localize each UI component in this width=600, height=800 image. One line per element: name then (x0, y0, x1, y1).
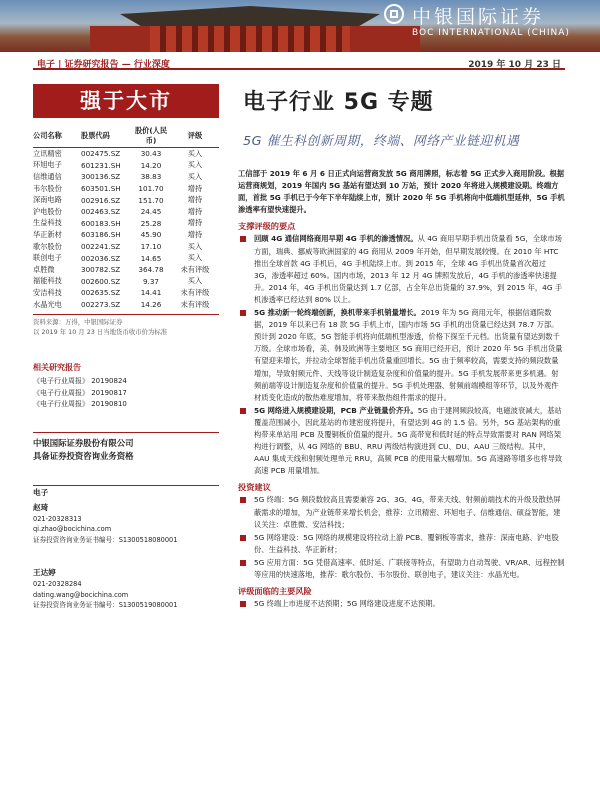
palace-roof (120, 6, 380, 26)
cell-rating: 买入 (187, 276, 203, 286)
analyst-sector: 电子 (33, 488, 49, 497)
note-source: 资料来源：万得，中银国际证券 (33, 318, 123, 327)
analyst-cert: 证券投资咨询业务证书编号：S1300519080001 (33, 601, 178, 610)
bullet-square-icon (240, 601, 246, 607)
cell-code: 601231.SH (81, 160, 121, 170)
bullet-square-icon (240, 535, 246, 541)
cell-rating: 买入 (187, 253, 203, 263)
cell-company: 福能科技 (33, 276, 62, 286)
cell-company: 环旭电子 (33, 160, 62, 170)
point-item (238, 307, 565, 404)
table-row (33, 252, 219, 264)
cell-company: 深南电路 (33, 195, 62, 205)
boc-logo-icon (384, 4, 404, 24)
table-row (33, 264, 219, 276)
bullet-square-icon (240, 236, 246, 242)
point-text: 5G 由于建网频段较高，电磁波衰减大，基站覆盖范围减小，因此基站的布建密度将提升，有望达到 4G 的 1.5 倍。另外，5G 基站架构的重构带来单站用 PCB 及覆铜板价值量的提升。5G 高带宽和低时延的特点导致需要对 RAN 网络架构进行调整，从 4G 网络的 BBU、RRU 两级结构演进到 CU、DU、AAU 三级结构。其中，AAU 集成天线和射频处理单元 RRU，高频 PCB 的使用量大幅增加。5G 高速路等增多也将导致高速 PCB 用量增加。 (254, 405, 563, 476)
analyst-email[interactable]: dating.wang@bocichina.com (33, 590, 129, 599)
cell-rating: 买入 (187, 148, 203, 158)
table-row (33, 160, 219, 172)
cell-code: 002463.SZ (81, 207, 121, 217)
cell-price: 151.70 (138, 195, 164, 205)
section-heading-risk: 评级面临的主要风险 (238, 586, 312, 597)
cell-code: 002916.SZ (81, 195, 121, 205)
cell-rating: 增持 (187, 229, 203, 239)
point-lead: 回顾 4G 通信网络商用早期 4G 手机的渗透情况。 (254, 234, 418, 244)
related-item[interactable]: 《电子行业周报》 20190824 (33, 377, 127, 385)
cell-rating: 买入 (187, 160, 203, 170)
cell-code: 600183.SH (81, 218, 121, 228)
cell-rating: 增持 (187, 218, 203, 228)
analyst-phone: 021-20328284 (33, 579, 82, 588)
cell-company: 华正新材 (33, 229, 62, 239)
col-code: 股票代码 (81, 130, 110, 140)
cell-price: 14.26 (140, 300, 162, 310)
palace-columns (150, 26, 350, 52)
section-heading-points: 支撑评级的要点 (238, 221, 296, 232)
table-row (33, 194, 219, 206)
cell-code: 002241.SZ (81, 242, 121, 252)
cell-price: 101.70 (138, 184, 164, 194)
cell-company: 信维通信 (33, 171, 62, 181)
cell-code: 002273.SZ (81, 300, 121, 310)
report-title: 电子行业 5G 专题 (243, 90, 434, 115)
cell-price: 14.20 (140, 160, 162, 170)
related-list (33, 376, 219, 411)
header-banner (0, 0, 600, 52)
table-row (33, 241, 219, 253)
related-item[interactable]: 《电子行业周报》 20190810 (33, 400, 127, 408)
table-row (33, 183, 219, 195)
stock-table-body (33, 148, 219, 310)
point-lead: 5G 网络进入规模建设期，PCB 产业链量价齐升。 (254, 405, 418, 415)
cell-company: 安洁科技 (33, 287, 62, 297)
cell-company: 立讯精密 (33, 148, 62, 158)
cell-rating: 增持 (187, 206, 203, 216)
risk-item (238, 598, 565, 610)
cell-price: 38.83 (140, 172, 162, 182)
cell-company: 水晶光电 (33, 299, 62, 309)
analyst-info (33, 485, 219, 611)
logo-text-cn: 中银国际证券 (412, 6, 545, 28)
table-row (33, 276, 219, 288)
company-logo (384, 2, 598, 50)
bullet-square-icon (240, 560, 246, 566)
point-item (238, 405, 565, 478)
cell-price: 14.41 (140, 288, 162, 298)
suggest-text: 5G 应用方面：5G 凭借高速率、低时延、广联接等特点，有望助力自动驾驶、VR/AR、远程控制等应用的快速落地，推荐：歌尔股份、韦尔股份、联创电子，建议关注：水晶光电。 (254, 557, 565, 579)
cell-price: 364.78 (138, 265, 164, 275)
logo-text-en: BOC INTERNATIONAL (CHINA) (412, 28, 570, 38)
suggest-item (238, 532, 565, 556)
cell-code: 002475.SZ (81, 149, 121, 159)
cell-rating: 未有评级 (180, 264, 210, 274)
firm-name: 中银国际证券股份有限公司 (33, 438, 134, 448)
cell-company: 歌尔股份 (33, 241, 62, 251)
cell-company: 生益科技 (33, 218, 62, 228)
analyst-cert: 证券投资咨询业务证书编号：S1300518080001 (33, 536, 178, 545)
cell-company: 联创电子 (33, 253, 62, 263)
cell-price: 30.43 (140, 149, 162, 159)
cell-code: 603186.SH (81, 230, 121, 240)
firm-info (33, 432, 219, 462)
cell-price: 9.37 (142, 276, 159, 286)
col-rating: 评级 (187, 130, 203, 140)
report-category: 电子 | 证券研究报告 — 行业深度 (37, 60, 170, 70)
risk-text: 5G 终端上市进度不达预期；5G 网络建设进度不达预期。 (254, 599, 440, 609)
point-text: 2019 年为 5G 商用元年，根据信通院数据，2019 年以来已有 18 款 5G 手机上市，国内市场 5G 手机的出货量已经达到 78.7 万部。预计到 2020 年底，5G 智能手机将向低端机型渗透，价格下探至千元档。出货量有望达到数千万级。全球市场看，美、韩及欧洲等主要地区 5G 商用已经开启，预计 2020 年 5G 手机出货量有望迎来增长，并拉动全球智能手机出货量重回增长。5G 由于频率较高，需要支持的频段数量增加，导致射频元件、天线等设计制造复杂度和价值量的提升。5G 手机发展带来更多机遇。射频前端等设计制造复杂度和价值量的提升。5G 手机处理器、射频前端模组等环节，以及外观件材质变化造成的散热难度增加，将带来散热组件需求的提升。 (254, 308, 563, 402)
suggest-item (238, 557, 565, 581)
stock-table (33, 124, 219, 337)
cell-code: 002036.SZ (81, 253, 121, 263)
table-row (33, 148, 219, 160)
cell-rating: 增持 (187, 183, 203, 193)
cell-price: 45.90 (140, 230, 162, 240)
suggest-text: 5G 网络建设：5G 网络的规模建设将拉动上游 PCB、覆铜板等需求，推荐：深南电路、沪电股份、生益科技、华正新材； (254, 532, 559, 554)
table-row (33, 229, 219, 241)
analyst-email[interactable]: qi.zhao@bocichina.com (33, 525, 112, 534)
cell-code: 300136.SZ (81, 172, 121, 182)
cell-rating: 未有评级 (180, 287, 210, 297)
analyst-phone: 021-20328313 (33, 514, 82, 523)
related-heading: 相关研究报告 (33, 363, 81, 372)
bullet-square-icon (240, 497, 246, 503)
suggest-text: 5G 终端：5G 频段数较高且需要兼容 2G、3G、4G，带来天线、射频前端技术的升级及散热屏蔽需求的增加，为产业链带来增长机会，推荐：立讯精密、环旭电子、信维通信、硕益智能，建议关注：卓胜微、安洁科技； (254, 495, 561, 529)
bullet-square-icon (240, 310, 246, 316)
table-row (33, 218, 219, 230)
cell-code: 002635.SZ (81, 288, 121, 298)
cell-price: 25.28 (140, 218, 162, 228)
report-body (238, 168, 565, 610)
stock-table-note (33, 314, 219, 337)
cell-company: 韦尔股份 (33, 183, 62, 193)
cell-rating: 增持 (187, 195, 203, 205)
section-heading-suggest: 投资建议 (238, 482, 271, 493)
cell-rating: 买入 (187, 241, 203, 251)
point-text: 从 4G 商用早期手机出货量看 5G，全球市场方面，瑞典、挪威等欧洲国家的 4G 商用从 2009 年开始，但早期发展较慢。在 2010 年 HTC 推出全球首款 4G 手机后，4G 手机陆续上市。到 2015 年，全球 4G 手机出货量首次超过 3G，渗透率超过 60%。国内市场，2013 年 12 月 4G 牌照发放后，4G 手机的渗透率快速提升。2014 年，4G 手机出货量达到 1.7 亿部，占全年总出货量的 37.9%，到 2015 年，4G 手机渗透率已经达到 80% 以上。 (254, 234, 563, 304)
cell-price: 24.45 (140, 207, 162, 217)
cell-rating: 买入 (187, 171, 203, 181)
point-item (238, 233, 565, 306)
analyst-name: 赵琦 (33, 502, 49, 512)
bullet-square-icon (240, 408, 246, 414)
col-company: 公司名称 (33, 130, 62, 140)
cell-code: 300782.SZ (81, 265, 121, 275)
table-row (33, 171, 219, 183)
intro-paragraph: 工信部于 2019 年 6 月 6 日正式向运营商发放 5G 商用牌照，标志着 5G 正式步入商用阶段。根据运营商规划，2019 年国内 5G 基站有望达到 10 万站，预计 2020 年将进入规模建设期。终端方面，首批 5G 手机已于今年下半年陆续上市，预计 2020 年 5G 手机将向中低端机型延伸，5G 手机渗透率有望快速提升。 (238, 169, 565, 215)
table-row (33, 299, 219, 311)
suggest-item (238, 494, 565, 530)
related-item[interactable]: 《电子行业周报》 20190817 (33, 388, 127, 397)
rating-badge: 强于大市 (33, 84, 219, 118)
table-row (33, 287, 219, 299)
table-row (33, 206, 219, 218)
stock-table-header (33, 124, 219, 148)
point-lead: 5G 推动新一轮终端创新，换机带来手机销量增长。 (254, 308, 421, 318)
note-basis: 以 2019 年 10 月 23 日当地货币收市价为标准 (33, 328, 168, 337)
report-subtitle: 5G 催生科创新周期，终端、网络产业链迎机遇 (243, 134, 520, 149)
cell-code: 603501.SH (81, 184, 121, 194)
cell-company: 卓胜微 (33, 264, 55, 274)
cell-code: 002600.SZ (81, 276, 121, 286)
analyst-name: 王达婷 (33, 567, 56, 577)
report-date: 2019 年 10 月 23 日 (468, 60, 561, 70)
cell-price: 14.65 (140, 253, 162, 263)
firm-license: 具备证券投资咨询业务资格 (33, 450, 134, 461)
cell-rating: 未有评级 (180, 299, 210, 309)
cell-price: 17.10 (140, 242, 162, 252)
cell-company: 沪电股份 (33, 206, 62, 216)
report-meta-bar (33, 56, 565, 70)
col-price: 股价(人民币) (134, 125, 168, 145)
